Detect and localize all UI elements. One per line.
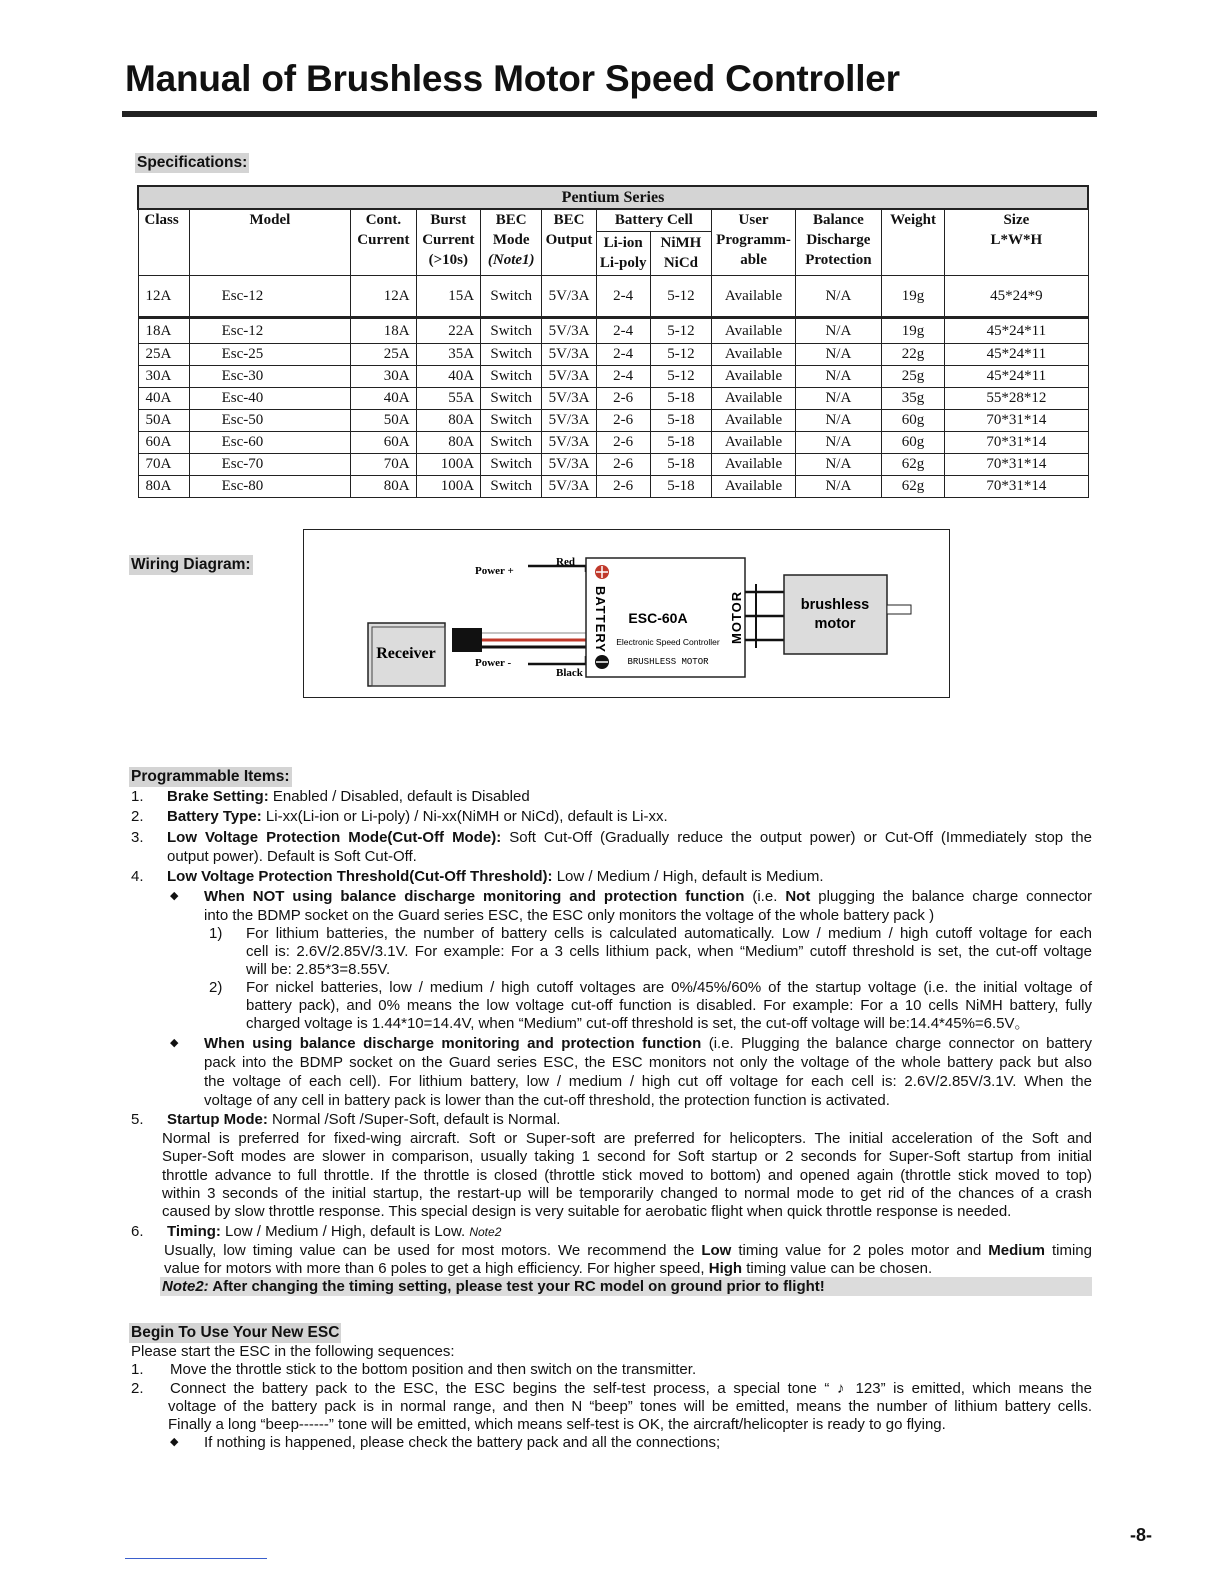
th-liion-l2: Li-poly <box>599 255 647 271</box>
cell-lipo: 2-6 <box>596 431 650 453</box>
th-user <box>712 209 796 275</box>
cell-lipo: 2-6 <box>596 387 650 409</box>
cell-balance: N/A <box>795 343 881 365</box>
cell-mode: Switch <box>481 343 542 365</box>
cell-model: Esc-12 <box>189 275 351 317</box>
diamond-bullet-icon: ◆ <box>170 1436 179 1448</box>
cell-nimh: 5-12 <box>650 365 711 387</box>
sub-1-line-1: For lithium batteries, the number of battery cells is calculated automatically. Low / medium / high cutoff voltage for each <box>246 925 1092 942</box>
item-6-number: 6. <box>131 1223 144 1240</box>
cell-model: Esc-60 <box>189 431 351 453</box>
cell-burst: 22A <box>416 317 480 343</box>
th-burst-l1: Burst <box>430 212 467 228</box>
item-6-note-ref: Note2 <box>469 1225 502 1239</box>
sub-1-line-3: will be: 2.85*3=8.55V. <box>246 961 391 978</box>
wiring-heading: Wiring Diagram: <box>131 556 251 573</box>
sub-1-line-2: cell is: 2.6V/2.85V/3.1V. For example: For a 3 cells lithium pack, when “Medium” cutoff threshold is set, the cut-off voltage <box>246 943 1092 960</box>
cell-mode: Switch <box>481 365 542 387</box>
begin-heading: Begin To Use Your New ESC <box>131 1324 340 1341</box>
cell-cont: 80A <box>351 475 416 497</box>
cell-lipo: 2-6 <box>596 453 650 475</box>
item-2-title: Battery Type: <box>167 808 262 825</box>
cell-lipo: 2-4 <box>596 343 650 365</box>
cell-cont: 18A <box>351 317 416 343</box>
cell-burst: 80A <box>416 431 480 453</box>
cell-user: Available <box>712 453 796 475</box>
cell-lipo: 2-6 <box>596 475 650 497</box>
cell-mode: Switch <box>481 409 542 431</box>
begin-2-number: 2. <box>131 1380 144 1397</box>
cell-lipo: 2-4 <box>596 365 650 387</box>
sub-2-number: 2) <box>209 979 223 996</box>
receiver-plug <box>452 628 482 652</box>
th-burst-l3: (>10s) <box>428 252 469 268</box>
cell-user: Available <box>712 431 796 453</box>
th-becout-l1: BEC <box>553 212 585 228</box>
cell-output: 5V/3A <box>542 275 596 317</box>
cell-mode: Switch <box>481 387 542 409</box>
item-5-line-3: Super-Soft modes are slower in comparison, usually taking 1 second for Soft startup or 2 seconds for Super-Soft startup from initial <box>162 1148 1092 1165</box>
battery-label: BATTERY <box>593 586 608 653</box>
th-bal-l2: Discharge <box>806 232 871 248</box>
cell-mode: Switch <box>481 431 542 453</box>
th-weight: Weight <box>881 209 944 275</box>
item-3-number: 3. <box>131 829 144 846</box>
cell-cont: 50A <box>351 409 416 431</box>
th-user-l1: User <box>738 212 769 228</box>
th-becmode-l2: Mode <box>492 232 530 248</box>
item-4 <box>167 867 824 886</box>
th-becmode-l3: (Note1) <box>487 252 535 268</box>
cell-model: Esc-40 <box>189 387 351 409</box>
cell-cont: 25A <box>351 343 416 365</box>
bullet-1 <box>204 887 1092 906</box>
begin-1-number: 1. <box>131 1361 144 1378</box>
item-6-line-2 <box>164 1241 1092 1260</box>
cell-model: Esc-25 <box>189 343 351 365</box>
cell-nimh: 5-12 <box>650 343 711 365</box>
cell-nimh: 5-18 <box>650 431 711 453</box>
th-bec-output <box>542 209 596 275</box>
item-6-line-3 <box>164 1259 932 1278</box>
cell-weight: 60g <box>881 409 944 431</box>
begin-intro: Please start the ESC in the following sequences: <box>131 1343 455 1360</box>
table-row <box>138 317 1088 343</box>
cell-size: 45*24*11 <box>945 343 1088 365</box>
cell-output: 5V/3A <box>542 431 596 453</box>
note2-text: After changing the timing setting, please test your RC model on ground prior to flight! <box>208 1278 825 1295</box>
sub-2-line-1: For nickel batteries, low / medium / high cutoff voltages are 0%/45%/60% of the startup voltage (i.e. the initial voltage of <box>246 979 1092 996</box>
cell-cont: 12A <box>351 275 416 317</box>
table-row <box>138 431 1088 453</box>
motor-label-1: brushless <box>800 597 870 613</box>
cell-nimh: 5-18 <box>650 387 711 409</box>
table-row <box>138 343 1088 365</box>
item-6-l2a: Usually, low timing value can be used for most motors. We recommend the <box>164 1242 702 1259</box>
begin-step-2-line-2: voltage of the battery pack is in normal range, and then N “beep” tones will be emitted, means the number of lithium battery cells. <box>168 1398 1092 1415</box>
th-bal-l1: Balance <box>812 212 864 228</box>
motor-box <box>784 575 887 654</box>
item-5-line-5: within 3 seconds of the initial startup, the restart-up will be temporarily changed to normal mode to get rid of the chances of a crash <box>162 1185 1092 1202</box>
cell-weight: 19g <box>881 317 944 343</box>
th-size-l2: L*W*H <box>990 232 1043 248</box>
cell-burst: 55A <box>416 387 480 409</box>
cell-output: 5V/3A <box>542 317 596 343</box>
esc-subtitle: Electronic Speed Controller <box>616 637 720 647</box>
cell-balance: N/A <box>795 475 881 497</box>
cell-balance: N/A <box>795 365 881 387</box>
cell-nimh: 5-18 <box>650 409 711 431</box>
cell-user: Available <box>712 387 796 409</box>
bullet-2-line-4: voltage of any cell in battery pack is lower than the cut-off threshold, the protection function is activated. <box>204 1092 890 1109</box>
cell-cont: 40A <box>351 387 416 409</box>
cell-class: 18A <box>138 317 189 343</box>
cell-nimh: 5-12 <box>650 275 711 317</box>
red-label: Red <box>556 556 575 568</box>
th-burst-l2: Current <box>422 232 475 248</box>
page-title: Manual of Brushless Motor Speed Controller <box>125 58 900 99</box>
item-4-title: Low Voltage Protection Threshold(Cut-Off Threshold): <box>167 868 553 885</box>
item-4-text: Low / Medium / High, default is Medium. <box>552 868 824 885</box>
th-size-l1: Size <box>1003 212 1030 228</box>
item-3-line-2: output power). Default is Soft Cut-Off. <box>167 848 417 865</box>
receiver-label: Receiver <box>376 645 436 662</box>
cell-nimh: 5-18 <box>650 453 711 475</box>
bullet-1-line-2: into the BDMP socket on the Guard series ESC, the ESC only monitors the voltage of the whole battery pack ) <box>204 907 935 924</box>
bullet-2-text: (i.e. Plugging the balance charge connector on battery <box>701 1035 1093 1052</box>
cell-output: 5V/3A <box>542 409 596 431</box>
table-row <box>138 409 1088 431</box>
cell-user: Available <box>712 475 796 497</box>
bullet-1-text-2: plugging the balance charge connector <box>810 888 1092 905</box>
series-header: Pentium Series <box>138 186 1088 209</box>
wiring-svg <box>304 530 949 697</box>
diamond-bullet-icon: ◆ <box>170 890 179 902</box>
cell-class: 60A <box>138 431 189 453</box>
cell-cont: 70A <box>351 453 416 475</box>
diamond-bullet-icon: ◆ <box>170 1037 179 1049</box>
note2 <box>162 1277 825 1296</box>
item-1-number: 1. <box>131 788 144 805</box>
item-3-text: Soft Cut-Off (Gradually reduce the output power) or Cut-Off (Immediately stop the <box>501 829 1092 846</box>
cell-mode: Switch <box>481 475 542 497</box>
item-6-l3a: value for motors with more than 6 poles to get a high efficiency. For higher speed, <box>164 1260 709 1277</box>
cell-size: 45*24*9 <box>945 275 1088 317</box>
cell-user: Available <box>712 409 796 431</box>
cell-balance: N/A <box>795 453 881 475</box>
item-3 <box>167 828 1092 847</box>
cell-mode: Switch <box>481 453 542 475</box>
item-1-text: Enabled / Disabled, default is Disabled <box>268 788 530 805</box>
cell-user: Available <box>712 343 796 365</box>
cell-output: 5V/3A <box>542 475 596 497</box>
cell-class: 40A <box>138 387 189 409</box>
item-6-l2e: timing <box>1044 1242 1092 1259</box>
header-row-1 <box>138 209 1088 231</box>
esc-model-label: ESC-60A <box>628 610 688 626</box>
item-5-title: Startup Mode: <box>167 1111 268 1128</box>
begin-step-1: Move the throttle stick to the bottom position and then switch on the transmitter. <box>170 1361 697 1378</box>
cell-burst: 15A <box>416 275 480 317</box>
programmable-heading: Programmable Items: <box>131 768 290 785</box>
cell-burst: 40A <box>416 365 480 387</box>
cell-balance: N/A <box>795 409 881 431</box>
cell-class: 12A <box>138 275 189 317</box>
cell-weight: 62g <box>881 475 944 497</box>
cell-weight: 35g <box>881 387 944 409</box>
bullet-1-title: When NOT using balance discharge monitoring and protection function <box>204 888 745 905</box>
cell-size: 70*31*14 <box>945 409 1088 431</box>
cell-burst: 80A <box>416 409 480 431</box>
sub-1-number: 1) <box>209 925 223 942</box>
cell-lipo: 2-4 <box>596 317 650 343</box>
motor-label-2: motor <box>814 616 856 632</box>
th-nimh <box>650 231 711 275</box>
item-6-text: Low / Medium / High, default is Low. <box>220 1223 470 1240</box>
bullet-2-title: When using balance discharge monitoring and protection function <box>204 1035 702 1052</box>
th-class: Class <box>138 209 189 275</box>
motor-shaft <box>887 605 911 614</box>
black-label: Black <box>556 667 583 679</box>
item-6-l2d: Medium <box>988 1242 1045 1259</box>
cell-class: 50A <box>138 409 189 431</box>
footnote-rule <box>125 1558 267 1559</box>
item-6-l2c: timing value for 2 poles motor and <box>731 1242 989 1259</box>
cell-mode: Switch <box>481 275 542 317</box>
cell-nimh: 5-12 <box>650 317 711 343</box>
table-row <box>138 365 1088 387</box>
cell-balance: N/A <box>795 317 881 343</box>
power-minus-label: Power - <box>475 657 512 669</box>
cell-lipo: 2-6 <box>596 409 650 431</box>
item-5-text: Normal /Soft /Super-Soft, default is Normal. <box>267 1111 561 1128</box>
item-6-title: Timing: <box>167 1223 221 1240</box>
item-5-line-2: Normal is preferred for fixed-wing aircraft. Soft or Super-soft are preferred for helicopters. The initial acceleration of the Soft and <box>162 1130 1092 1147</box>
th-liion <box>596 231 650 275</box>
cell-weight: 62g <box>881 453 944 475</box>
cell-weight: 19g <box>881 275 944 317</box>
cell-size: 70*31*14 <box>945 453 1088 475</box>
item-1 <box>167 787 530 806</box>
cell-model: Esc-70 <box>189 453 351 475</box>
item-2-text: Li-xx(Li-ion or Li-poly) / Ni-xx(NiMH or NiCd), default is Li-xx. <box>261 808 668 825</box>
page-number: -8- <box>1130 1525 1152 1545</box>
th-balance <box>795 209 881 275</box>
cell-model: Esc-30 <box>189 365 351 387</box>
cell-class: 70A <box>138 453 189 475</box>
th-becmode-l1: BEC <box>495 212 527 228</box>
specifications-heading: Specifications: <box>137 154 248 171</box>
item-1-title: Brake Setting: <box>167 788 269 805</box>
cell-nimh: 5-18 <box>650 475 711 497</box>
th-user-l3: able <box>740 252 767 268</box>
item-6-l3c: timing value can be chosen. <box>742 1260 933 1277</box>
esc-brand: BRUSHLESS MOTOR <box>627 657 709 667</box>
th-nimh-l1: NiMH <box>660 235 702 251</box>
bullet-2 <box>204 1034 1092 1053</box>
cell-cont: 60A <box>351 431 416 453</box>
begin-step-2-line-3: Finally a long “beep------” tone will be emitted, which means self-test is OK, the aircraft/helicopter is ready to go flying. <box>168 1416 946 1433</box>
th-bal-l3: Protection <box>805 252 872 268</box>
sub-2-line-3: charged voltage is 1.44*10=14.4V, when “Medium” cut-off threshold is set, the cut-off voltage will be:14.4*45%=6.5V。 <box>246 1015 1030 1032</box>
cell-output: 5V/3A <box>542 365 596 387</box>
cell-class: 30A <box>138 365 189 387</box>
cell-weight: 22g <box>881 343 944 365</box>
cell-output: 5V/3A <box>542 453 596 475</box>
spec-body <box>138 275 1088 497</box>
bullet-2-line-3: the voltage of each cell). For lithium battery, low / medium / high cut off voltage for each cell is: 2.6V/2.85V/3.1V. When the <box>204 1073 1092 1090</box>
cell-model: Esc-50 <box>189 409 351 431</box>
item-2 <box>167 807 668 826</box>
cell-cont: 30A <box>351 365 416 387</box>
item-6-l2b: Low <box>701 1242 732 1259</box>
item-4-number: 4. <box>131 868 144 885</box>
cell-lipo: 2-4 <box>596 275 650 317</box>
th-size <box>945 209 1088 275</box>
sub-2-line-2: battery pack), and 0% means the low voltage cut-off function is disabled. For example: For a 10 cells NiMH battery, fully <box>246 997 1092 1014</box>
motor-vertical-label: MOTOR <box>729 590 744 644</box>
cell-size: 45*24*11 <box>945 317 1088 343</box>
cell-balance: N/A <box>795 275 881 317</box>
begin-bullet: If nothing is happened, please check the battery pack and all the connections; <box>204 1434 721 1451</box>
cell-burst: 100A <box>416 453 480 475</box>
item-5-number: 5. <box>131 1111 144 1128</box>
table-row <box>138 275 1088 317</box>
cell-class: 25A <box>138 343 189 365</box>
cell-size: 45*24*11 <box>945 365 1088 387</box>
table-row <box>138 387 1088 409</box>
th-bec-mode <box>481 209 542 275</box>
power-plus-label: Power + <box>475 565 514 577</box>
th-nimh-l2: NiCd <box>663 255 699 271</box>
title-rule <box>122 111 1097 117</box>
cell-output: 5V/3A <box>542 343 596 365</box>
th-cont-l2: Current <box>357 232 410 248</box>
cell-size: 70*31*14 <box>945 475 1088 497</box>
note2-label: Note2: <box>162 1278 209 1295</box>
begin-step-2-line-1: Connect the battery pack to the ESC, the ESC begins the self-test process, a special tone “ ♪ 123” is emitted, which means the <box>170 1380 1092 1397</box>
cell-size: 55*28*12 <box>945 387 1088 409</box>
cell-balance: N/A <box>795 387 881 409</box>
th-burst <box>416 209 480 275</box>
wiring-diagram <box>303 529 950 698</box>
cell-weight: 60g <box>881 431 944 453</box>
cell-balance: N/A <box>795 431 881 453</box>
cell-size: 70*31*14 <box>945 431 1088 453</box>
cell-user: Available <box>712 365 796 387</box>
cell-weight: 25g <box>881 365 944 387</box>
cell-user: Available <box>712 317 796 343</box>
th-liion-l1: Li-ion <box>603 235 643 251</box>
th-cont <box>351 209 416 275</box>
cell-output: 5V/3A <box>542 387 596 409</box>
th-cont-l1: Cont. <box>365 212 402 228</box>
th-becout-l2: Output <box>545 232 593 248</box>
table-row <box>138 475 1088 497</box>
cell-user: Available <box>712 275 796 317</box>
bullet-2-line-2: pack into the BDMP socket on the Guard series ESC, the ESC monitors not only the voltage of the whole battery pack but also <box>204 1054 1092 1071</box>
item-5-line-4: throttle advance to full throttle. If the throttle is closed (throttle stick moved to bottom) and opened again (throttle stick moved to top) <box>162 1167 1092 1184</box>
th-battery-cell: Battery Cell <box>596 209 712 231</box>
table-row <box>138 453 1088 475</box>
item-2-number: 2. <box>131 808 144 825</box>
item-3-title: Low Voltage Protection Mode(Cut-Off Mode): <box>167 829 502 846</box>
cell-model: Esc-12 <box>189 317 351 343</box>
item-6-l3b: High <box>708 1260 743 1277</box>
spec-table <box>137 185 1089 498</box>
cell-class: 80A <box>138 475 189 497</box>
th-user-l2: Programm- <box>716 232 791 248</box>
cell-model: Esc-80 <box>189 475 351 497</box>
item-6 <box>167 1222 501 1242</box>
item-5-line-6: caused by slow throttle response. This special design is very suitable for aerobatic flight when quick throttle response is needed. <box>162 1203 1012 1220</box>
cell-burst: 35A <box>416 343 480 365</box>
item-5 <box>167 1110 560 1129</box>
bullet-1-not: Not <box>785 888 811 905</box>
th-model: Model <box>189 209 351 275</box>
bullet-1-text: (i.e. <box>744 888 786 905</box>
cell-burst: 100A <box>416 475 480 497</box>
cell-mode: Switch <box>481 317 542 343</box>
